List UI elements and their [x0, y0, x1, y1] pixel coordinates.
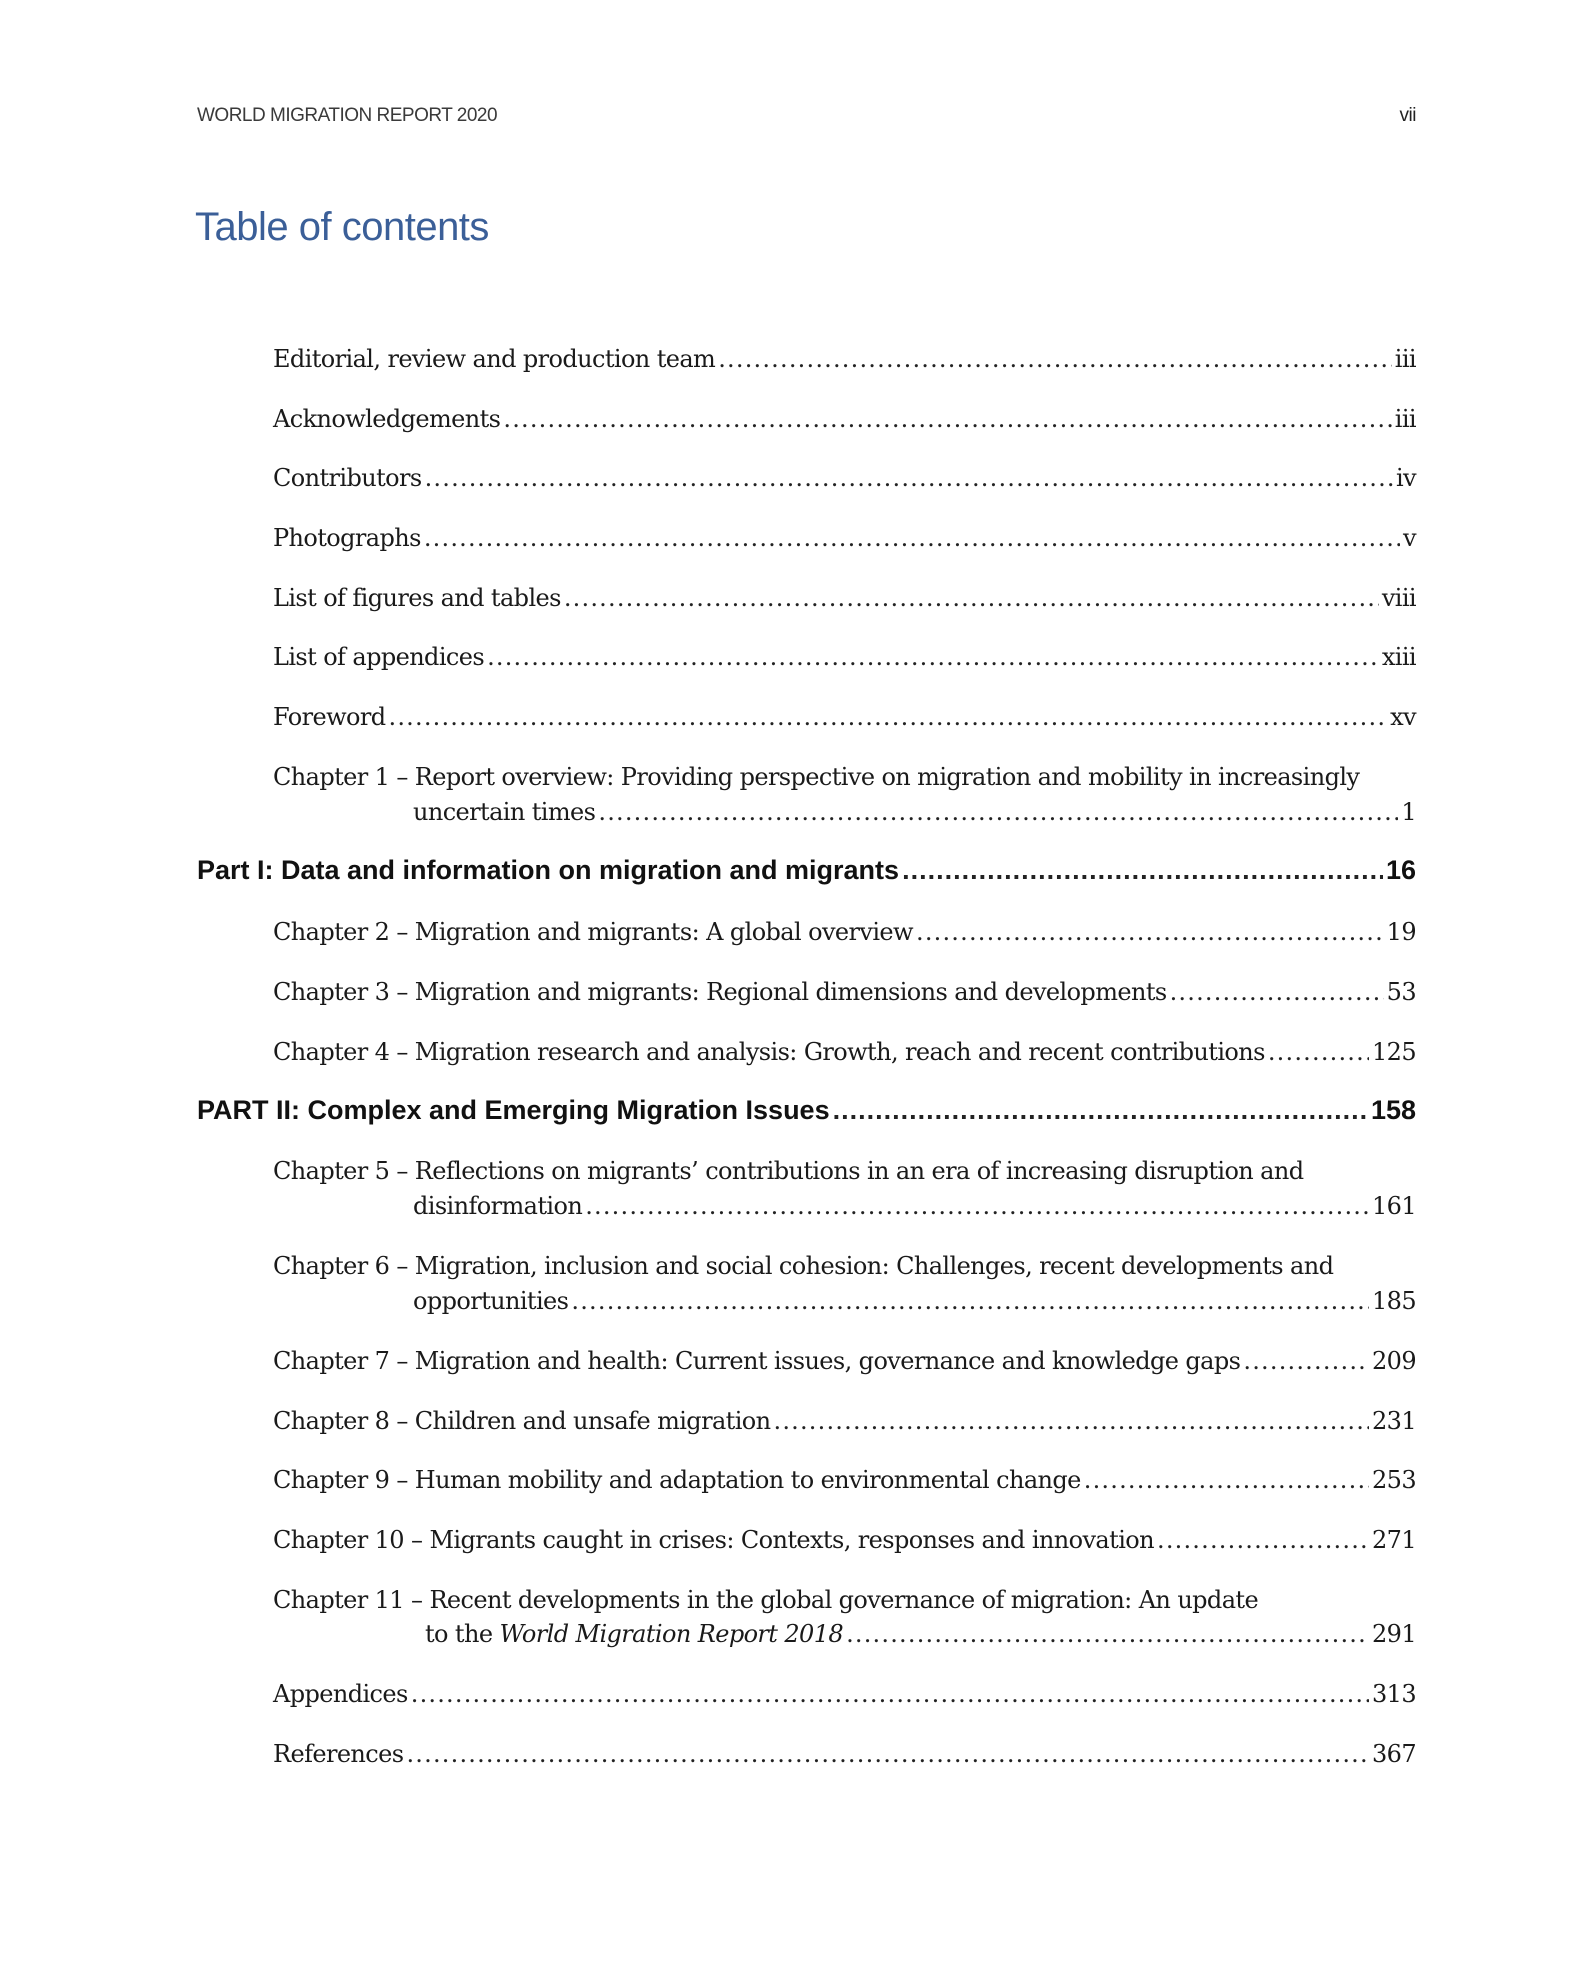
dot-leader — [833, 1095, 1368, 1126]
toc-part-label: PART II: Complex and Emerging Migration Issues — [197, 1095, 830, 1125]
toc-entry-chapter-5[interactable]: Chapter 5 – Reflections on migrants’ contributions in an era of increasing disruption and — [273, 1157, 1304, 1185]
toc-entry-label: Chapter 4 – Migration research and analysis: Growth, reach and recent contributions — [273, 1038, 1265, 1066]
toc-entry-foreword[interactable] — [273, 703, 1416, 731]
toc-part-1[interactable] — [197, 855, 1416, 886]
dot-leader — [1084, 1466, 1369, 1494]
toc-entry-label: disinformation — [413, 1192, 583, 1220]
toc-entry-page: 271 — [1371, 1526, 1416, 1554]
toc-entry-page: 125 — [1371, 1038, 1416, 1066]
toc-entry-page: iv — [1395, 464, 1416, 492]
toc-entry-label-italic: World Migration Report 2018 — [499, 1620, 844, 1648]
toc-entry-chapter-2[interactable] — [273, 918, 1416, 946]
toc-entry-chapter-11[interactable]: Chapter 11 – Recent developments in the global governance of migration: An update — [273, 1586, 1259, 1614]
toc-entry-figures-tables[interactable] — [273, 584, 1416, 612]
toc-entry-page: 53 — [1386, 978, 1416, 1006]
toc-entry-chapter-5-continued[interactable] — [413, 1192, 1416, 1220]
toc-entry-page: xiii — [1381, 643, 1416, 671]
toc-entry-label: uncertain times — [413, 798, 596, 826]
dot-leader — [1268, 1038, 1369, 1066]
dot-leader — [1157, 1526, 1369, 1554]
dot-leader — [1243, 1347, 1369, 1375]
toc-entry-label: Chapter 9 – Human mobility and adaptation to environmental change — [273, 1466, 1081, 1494]
toc-entry-page: 291 — [1371, 1620, 1416, 1648]
toc-entry-label: Chapter 3 – Migration and migrants: Regional dimensions and developments — [273, 978, 1167, 1006]
toc-entry-label: Chapter 10 – Migrants caught in crises: Contexts, responses and innovation — [273, 1526, 1154, 1554]
dot-leader — [902, 855, 1383, 886]
toc-entry-appendices[interactable] — [273, 1680, 1416, 1708]
dot-leader — [718, 345, 1392, 373]
toc-entry-page: 19 — [1386, 918, 1416, 946]
toc-entry-label: Chapter 2 – Migration and migrants: A global overview — [273, 918, 913, 946]
toc-entry-page: 185 — [1371, 1287, 1416, 1315]
toc-entry-label: Chapter 8 – Children and unsafe migration — [273, 1407, 771, 1435]
toc-entry-label: Acknowledgements — [273, 405, 501, 433]
toc-entry-page: v — [1403, 524, 1416, 552]
running-title: WORLD MIGRATION REPORT 2020 — [197, 105, 498, 126]
dot-leader — [564, 584, 1379, 612]
toc-entry-chapter-9[interactable] — [273, 1466, 1416, 1494]
toc-part-page: 158 — [1370, 1095, 1416, 1125]
toc-entry-page: viii — [1381, 584, 1416, 612]
toc-entry-label — [425, 1620, 843, 1648]
toc-entry-chapter-6[interactable]: Chapter 6 – Migration, inclusion and social cohesion: Challenges, recent developments and — [273, 1252, 1334, 1280]
toc-entry-chapter-11-continued[interactable] — [425, 1620, 1416, 1648]
dot-leader — [1170, 978, 1384, 1006]
toc-entry-page: xv — [1390, 703, 1416, 731]
toc-entry-page: 231 — [1371, 1407, 1416, 1435]
dot-leader — [916, 918, 1384, 946]
dot-leader — [773, 1407, 1369, 1435]
toc-entry-label: Appendices — [273, 1680, 408, 1708]
toc-entry-label: List of figures and tables — [273, 584, 561, 612]
toc-entry-label: Contributors — [273, 464, 422, 492]
toc-entry-chapter-10[interactable] — [273, 1526, 1416, 1554]
toc-entry-chapter-1[interactable]: Chapter 1 – Report overview: Providing perspective on migration and mobility in increasingly — [273, 763, 1360, 791]
dot-leader — [411, 1680, 1369, 1708]
dot-leader — [585, 1192, 1369, 1220]
dot-leader — [389, 703, 1388, 731]
toc-entry-editorial-team[interactable] — [273, 345, 1416, 373]
toc-entry-label: List of appendices — [273, 643, 485, 671]
toc-entry-label-prefix: to the — [425, 1620, 493, 1648]
toc-entry-label: Photographs — [273, 524, 421, 552]
dot-leader — [846, 1620, 1369, 1648]
toc-entry-acknowledgements[interactable] — [273, 405, 1416, 433]
dot-leader — [487, 643, 1379, 671]
toc-entry-label: Foreword — [273, 703, 386, 731]
dot-leader — [503, 405, 1391, 433]
toc-entry-page: 161 — [1371, 1192, 1416, 1220]
toc-entry-page: iii — [1394, 405, 1416, 433]
dot-leader — [425, 464, 1393, 492]
toc-entry-chapter-1-continued[interactable] — [413, 798, 1416, 826]
toc-entry-chapter-4[interactable] — [273, 1038, 1416, 1066]
dot-leader — [598, 798, 1398, 826]
toc-entry-label: opportunities — [413, 1287, 569, 1315]
toc-entry-chapter-3[interactable] — [273, 978, 1416, 1006]
dot-leader — [406, 1740, 1369, 1768]
toc-entry-page: 1 — [1401, 798, 1416, 826]
dot-leader — [571, 1287, 1369, 1315]
toc-entry-label: References — [273, 1740, 404, 1768]
running-head — [197, 105, 1416, 127]
toc-entry-appendices-list[interactable] — [273, 643, 1416, 671]
toc-entry-label: Chapter 7 – Migration and health: Current issues, governance and knowledge gaps — [273, 1347, 1241, 1375]
toc-entry-page: 367 — [1371, 1740, 1416, 1768]
toc-part-page: 16 — [1385, 855, 1416, 885]
toc-entry-page: 313 — [1371, 1680, 1416, 1708]
toc-entry-references[interactable] — [273, 1740, 1416, 1768]
toc-entry-chapter-7[interactable] — [273, 1347, 1416, 1375]
toc-entry-contributors[interactable] — [273, 464, 1416, 492]
toc-entry-page: 209 — [1371, 1347, 1416, 1375]
toc-entry-chapter-8[interactable] — [273, 1407, 1416, 1435]
toc-entry-photographs[interactable] — [273, 524, 1416, 552]
page-number: vii — [1399, 105, 1416, 126]
toc-part-label: Part I: Data and information on migration and migrants — [197, 855, 900, 885]
toc-entry-label: Editorial, review and production team — [273, 345, 716, 373]
page-title: Table of contents — [195, 205, 489, 249]
toc-part-2[interactable] — [197, 1095, 1416, 1126]
dot-leader — [424, 524, 1400, 552]
toc-entry-page: 253 — [1371, 1466, 1416, 1494]
toc-entry-chapter-6-continued[interactable] — [413, 1287, 1416, 1315]
toc-entry-page: iii — [1394, 345, 1416, 373]
